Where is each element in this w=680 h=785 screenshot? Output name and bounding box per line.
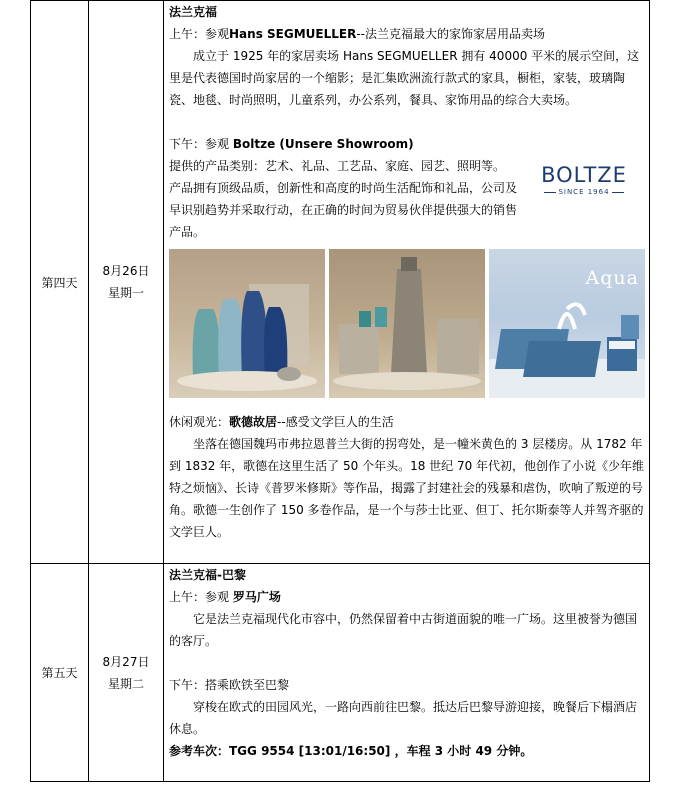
leisure-title [169, 411, 645, 433]
day-cell [31, 564, 89, 782]
afternoon-description-2: 产品拥有顶级品质，创新性和高度的时尚生活配饰和礼品，公司及早识别趋势并采取行动，在正确的时间为贸易伙伴提供强大的销售产品。 [169, 181, 518, 239]
leisure-prefix: 休闲观光： [169, 415, 230, 429]
city-title: 法兰克福 [169, 5, 218, 19]
morning-description: 成立于 1925 年的家居卖场 Hans SEGMUELLER 拥有 40000 平米的展示空间，这里是代表德国时尚家居的一个缩影；是汇集欧洲流行款式的家具，橱柜，家装，玻璃陶瓷、地毯、时尚照明，儿童系列，办公系列，餐具、家饰用品的综合大卖场。 [169, 49, 640, 107]
day-label: 第五天 [41, 666, 78, 680]
content-cell [164, 1, 650, 564]
city-title: 法兰克福-巴黎 [169, 568, 246, 582]
product-photo-aqua [489, 249, 645, 398]
morning-venue: Hans SEGMUELLER [229, 27, 357, 41]
day-cell [31, 1, 89, 564]
aqua-label: Aqua [585, 267, 639, 289]
date-cell [89, 1, 164, 564]
boltze-logo [539, 163, 629, 197]
afternoon-title: 下午：搭乘欧铁至巴黎 [169, 678, 290, 692]
afternoon-description: 穿梭在欧式的田园风光，一路向西前往巴黎。抵达后巴黎导游迎接，晚餐后下榻酒店休息。 [169, 700, 638, 736]
itinerary-row-day5 [31, 564, 650, 782]
afternoon-title [169, 133, 645, 155]
leisure-description: 坐落在德国魏玛市弗拉恩普兰大街的拐弯处，是一幢米黄色的 3 层楼房。从 1782 年到 1832 年，歌德在这里生活了 50 个年头。18 世纪 70 年代初，他创作了小说《少年维特之烦恼》、长诗《普罗米修斯》等作品，揭露了封建社会的残暴和虐伪，吹响了叛逆的号角。歌德一生创作了 150 多卷作品，是一个与莎士比亚、但丁、托尔斯泰等人并驾齐驱的文学巨人。 [169, 437, 645, 539]
morning-suffix: --法兰克福最大的家饰家居用品卖场 [356, 27, 545, 41]
afternoon-prefix: 下午：参观 [169, 137, 230, 151]
morning-prefix: 上午：参观 [169, 590, 233, 604]
leisure-suffix: --感受文学巨人的生活 [277, 415, 394, 429]
itinerary-table [30, 0, 650, 782]
morning-venue: 罗马广场 [232, 590, 281, 604]
product-photo-lighthouse [329, 249, 485, 398]
logo-since: SINCE 1964 [558, 188, 610, 196]
date-text: 8月26日 [102, 264, 150, 278]
morning-title [169, 23, 645, 45]
boltze-block [169, 155, 645, 243]
content-cell [164, 564, 650, 782]
afternoon-description-1: 提供的产品类别：艺术、礼品、工艺品、家庭、园艺、照明等。 [169, 159, 506, 173]
afternoon-venue: Boltze (Unsere Showroom) [232, 137, 414, 151]
product-photos [169, 249, 645, 398]
itinerary-frame [30, 0, 650, 785]
weekday-text: 星期二 [107, 676, 144, 691]
train-info: 参考车次：TGG 9554 [13:01/16:50] ，车程 3 小时 49 分钟。 [169, 744, 533, 758]
morning-title [169, 586, 645, 608]
morning-prefix: 上午：参观 [169, 27, 230, 41]
logo-word: BOLTZE [541, 163, 627, 187]
date-cell [89, 564, 164, 782]
spacer [169, 652, 645, 674]
day-label: 第四天 [41, 275, 78, 290]
product-photo-vases [169, 249, 325, 398]
itinerary-row-day4 [31, 1, 650, 564]
date-text: 8月27日 [102, 654, 150, 669]
morning-description: 它是法兰克福现代化市容中，仍然保留着中古街道面貌的唯一广场。这里被誉为德国的客厅。 [169, 612, 638, 648]
spacer [169, 111, 645, 133]
leisure-venue: 歌德故居 [229, 415, 278, 429]
weekday-text: 星期一 [107, 286, 144, 300]
